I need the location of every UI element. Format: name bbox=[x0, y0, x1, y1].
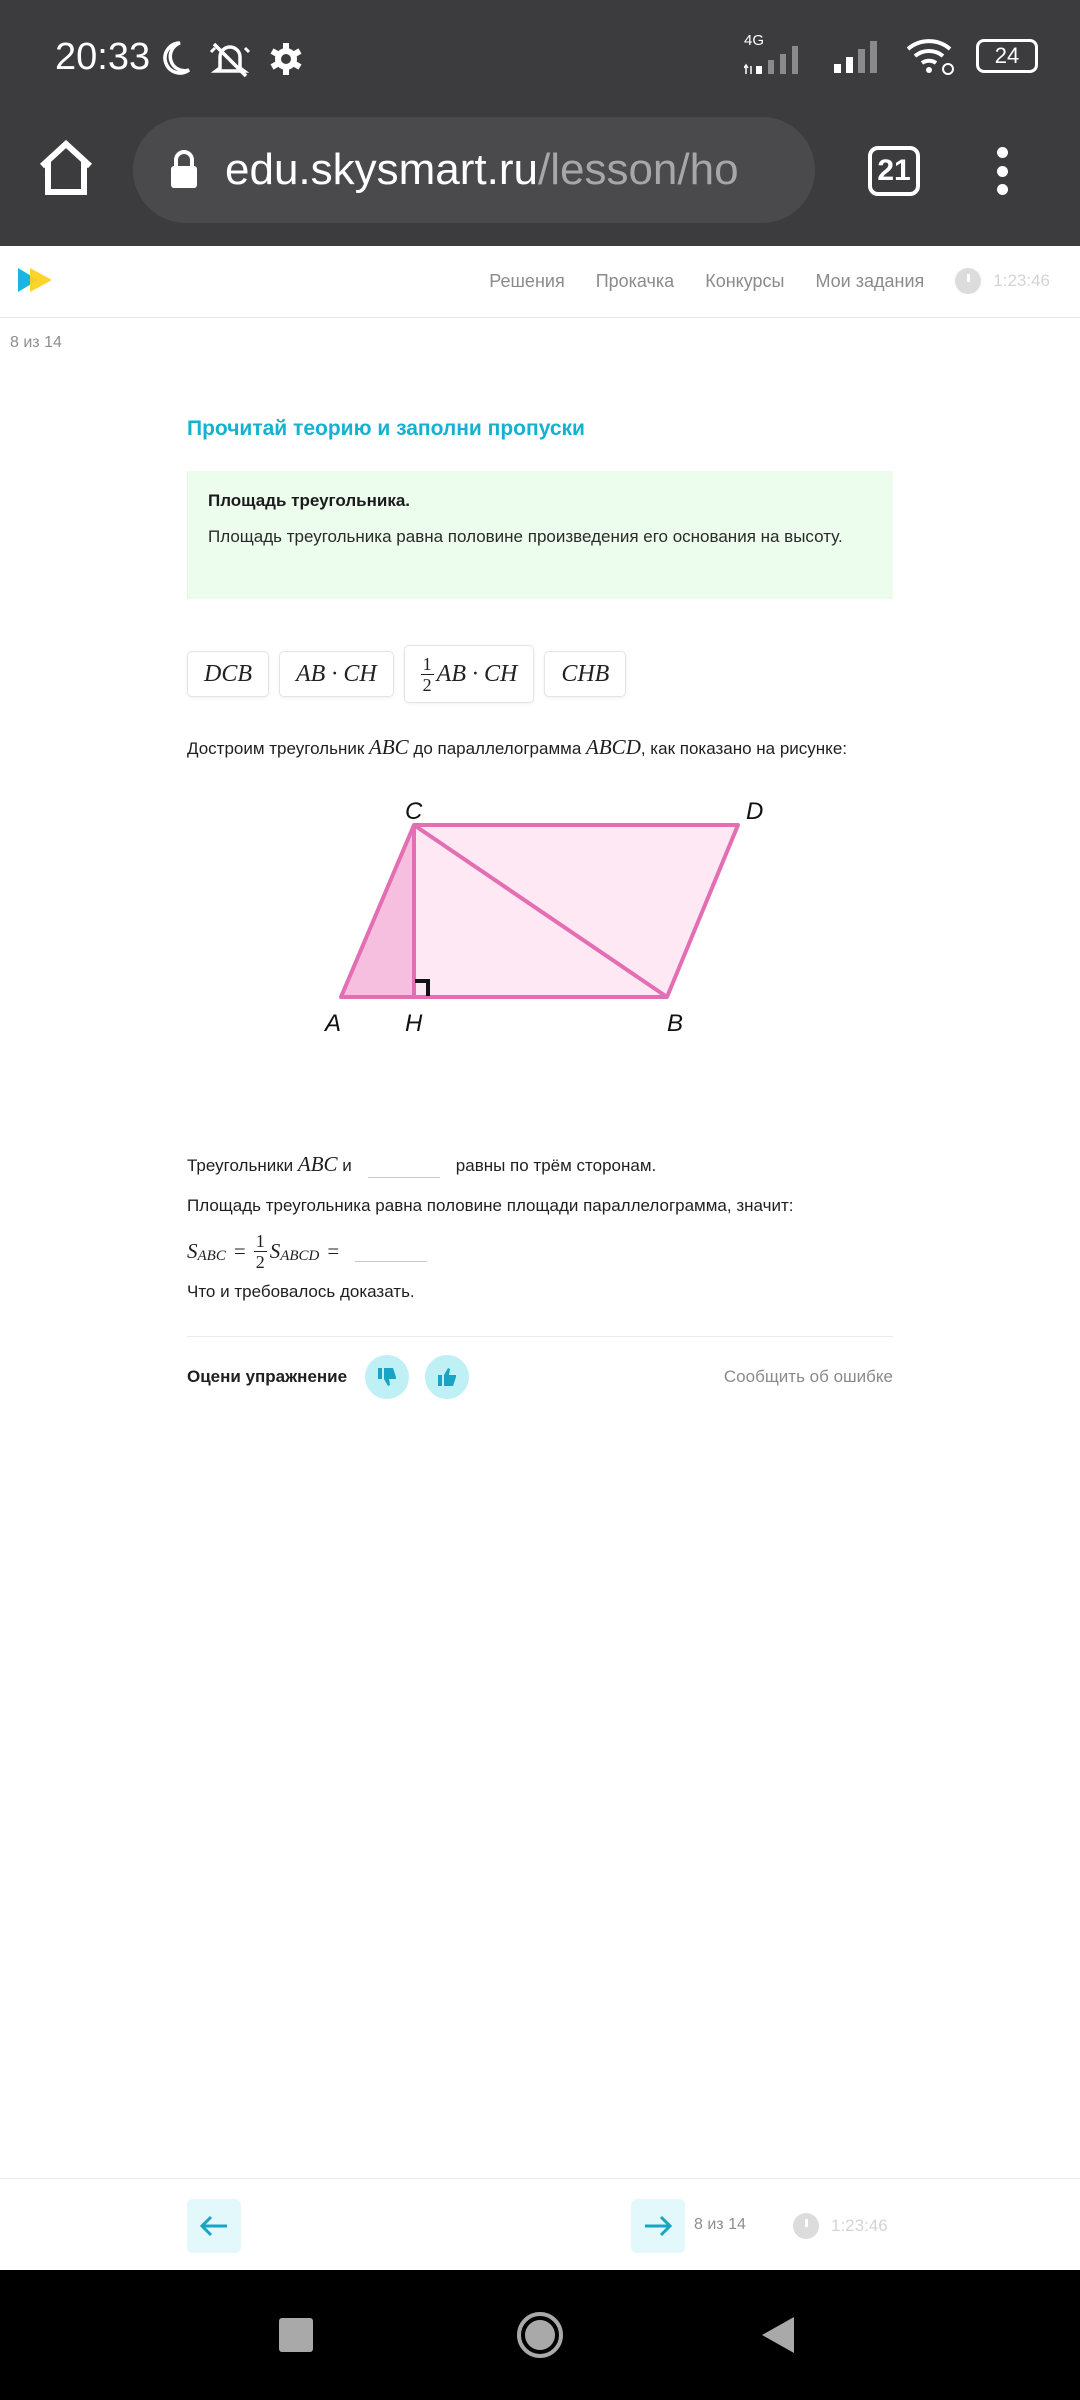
next-task-button[interactable] bbox=[631, 2199, 685, 2253]
android-nav-bar bbox=[0, 2270, 1080, 2400]
recents-square-icon[interactable] bbox=[279, 2318, 313, 2352]
math-subscript: ABC bbox=[197, 1248, 226, 1264]
area-formula bbox=[187, 1226, 893, 1276]
text: до параллелограмма bbox=[408, 739, 587, 758]
answer-options bbox=[187, 645, 893, 703]
triangles-sentence bbox=[187, 1150, 893, 1180]
rating-label: Оцени упражнение bbox=[187, 1367, 348, 1386]
math-abc: ABC bbox=[297, 1152, 338, 1176]
thumbs-down-icon bbox=[376, 1366, 398, 1388]
like-button[interactable] bbox=[425, 1355, 469, 1399]
nav-item-contests[interactable]: Конкурсы bbox=[705, 270, 785, 291]
math-equals: = bbox=[327, 1239, 340, 1263]
fraction-numerator: 1 bbox=[255, 1230, 265, 1251]
math-s: S bbox=[187, 1239, 198, 1263]
browser-chrome bbox=[0, 0, 1080, 246]
lesson-bottom-nav bbox=[0, 2178, 1080, 2270]
clock-icon bbox=[793, 2213, 819, 2239]
thumbs-up-icon bbox=[436, 1366, 458, 1388]
prev-task-button[interactable] bbox=[187, 2199, 241, 2253]
label-c: C bbox=[405, 801, 423, 825]
timer-value: 1:23:46 bbox=[993, 271, 1050, 290]
rating-row bbox=[187, 1353, 893, 1401]
do-not-disturb-moon-icon bbox=[158, 40, 192, 78]
browser-menu-icon[interactable] bbox=[992, 147, 1012, 195]
progress-counter: 8 из 14 bbox=[10, 334, 62, 351]
label-d: D bbox=[746, 801, 764, 825]
settings-gear-icon bbox=[268, 40, 304, 78]
label-b: B bbox=[667, 1010, 684, 1037]
site-nav bbox=[489, 268, 1050, 294]
answer-chip-ab-ch[interactable] bbox=[279, 651, 394, 697]
conclusion-text: Что и требовалось доказать. bbox=[187, 1282, 415, 1301]
battery-indicator: 24 bbox=[976, 39, 1038, 73]
math-subscript: ABCD bbox=[280, 1248, 320, 1264]
skysmart-logo-icon[interactable] bbox=[16, 264, 56, 296]
construction-paragraph bbox=[187, 733, 893, 763]
wifi-icon bbox=[904, 37, 956, 75]
nav-item-my-tasks[interactable]: Мои задания bbox=[815, 270, 925, 291]
network-type: 4G bbox=[744, 32, 765, 49]
lock-icon bbox=[169, 150, 199, 190]
arrow-right-icon bbox=[643, 2215, 673, 2237]
url-path: /lesson/ho bbox=[537, 145, 739, 194]
theory-title: Площадь треугольника. bbox=[208, 491, 411, 510]
divider bbox=[187, 1336, 893, 1337]
chip-text: AB · CH bbox=[436, 660, 518, 687]
fraction-numerator: 1 bbox=[422, 653, 432, 674]
fraction bbox=[254, 1231, 267, 1272]
blank-slot-1[interactable] bbox=[368, 1156, 440, 1178]
url-domain: edu.skysmart.ru bbox=[225, 145, 538, 194]
status-icons-left bbox=[158, 40, 304, 78]
area-sentence: Площадь треугольника равна половине площади параллелограмма, значит: bbox=[187, 1196, 794, 1215]
chip-text: AB · CH bbox=[296, 660, 377, 687]
home-circle-icon[interactable] bbox=[516, 2311, 564, 2359]
theory-text: Площадь треугольника равна половине произведения его основания на высоту. bbox=[208, 527, 843, 546]
math-s: S bbox=[269, 1239, 281, 1263]
text: Треугольники bbox=[187, 1156, 298, 1175]
label-h: H bbox=[405, 1010, 423, 1037]
nav-item-training[interactable]: Прокачка bbox=[595, 270, 675, 291]
nav-item-solutions[interactable]: Решения bbox=[489, 270, 565, 291]
clock-icon bbox=[955, 268, 981, 294]
signal-icon bbox=[832, 38, 884, 74]
status-time: 20:33 bbox=[55, 36, 151, 78]
fraction-denominator: 2 bbox=[422, 674, 432, 695]
text: и bbox=[337, 1156, 352, 1175]
text: равны по трём сторонам. bbox=[455, 1156, 657, 1175]
theory-box bbox=[187, 471, 893, 599]
bottom-timer bbox=[793, 2213, 888, 2239]
blank-slot-2[interactable] bbox=[355, 1240, 427, 1262]
tab-switcher-button[interactable]: 21 bbox=[868, 146, 920, 196]
dislike-button[interactable] bbox=[365, 1355, 409, 1399]
chip-text: DCB bbox=[204, 660, 252, 687]
site-header bbox=[0, 246, 1080, 318]
chip-text: CHB bbox=[561, 660, 610, 687]
signal-4g-icon bbox=[744, 32, 812, 76]
parallelogram-figure bbox=[187, 801, 893, 1091]
url-text bbox=[225, 145, 785, 195]
fraction bbox=[421, 654, 434, 695]
timer-value: 1:23:46 bbox=[831, 2216, 888, 2235]
fraction-denominator: 2 bbox=[255, 1251, 265, 1272]
math-abcd: ABCD bbox=[586, 735, 641, 759]
address-bar[interactable] bbox=[133, 117, 815, 223]
lesson-timer bbox=[955, 268, 1050, 294]
text: , как показано на рисунке: bbox=[640, 739, 847, 758]
text: Достроим треугольник bbox=[187, 739, 369, 758]
parallelogram-diagram bbox=[187, 801, 893, 1091]
answer-chip-dcb[interactable] bbox=[187, 651, 269, 697]
bottom-progress-counter: 8 из 14 bbox=[694, 2216, 746, 2233]
back-triangle-icon[interactable] bbox=[760, 2315, 796, 2355]
arrow-left-icon bbox=[199, 2215, 229, 2237]
math-abc: ABC bbox=[369, 735, 409, 759]
task-title: Прочитай теорию и заполни пропуски bbox=[187, 417, 585, 440]
answer-chip-chb[interactable] bbox=[544, 651, 626, 697]
home-icon[interactable] bbox=[36, 138, 96, 198]
task-content bbox=[187, 400, 893, 1401]
bell-muted-icon bbox=[208, 40, 252, 78]
answer-chip-half-ab-ch[interactable] bbox=[404, 645, 535, 703]
report-error-link[interactable]: Сообщить об ошибке bbox=[723, 1367, 893, 1386]
label-a: A bbox=[325, 1010, 342, 1037]
status-icons-right bbox=[744, 32, 1038, 76]
math-equals: = bbox=[233, 1239, 246, 1263]
